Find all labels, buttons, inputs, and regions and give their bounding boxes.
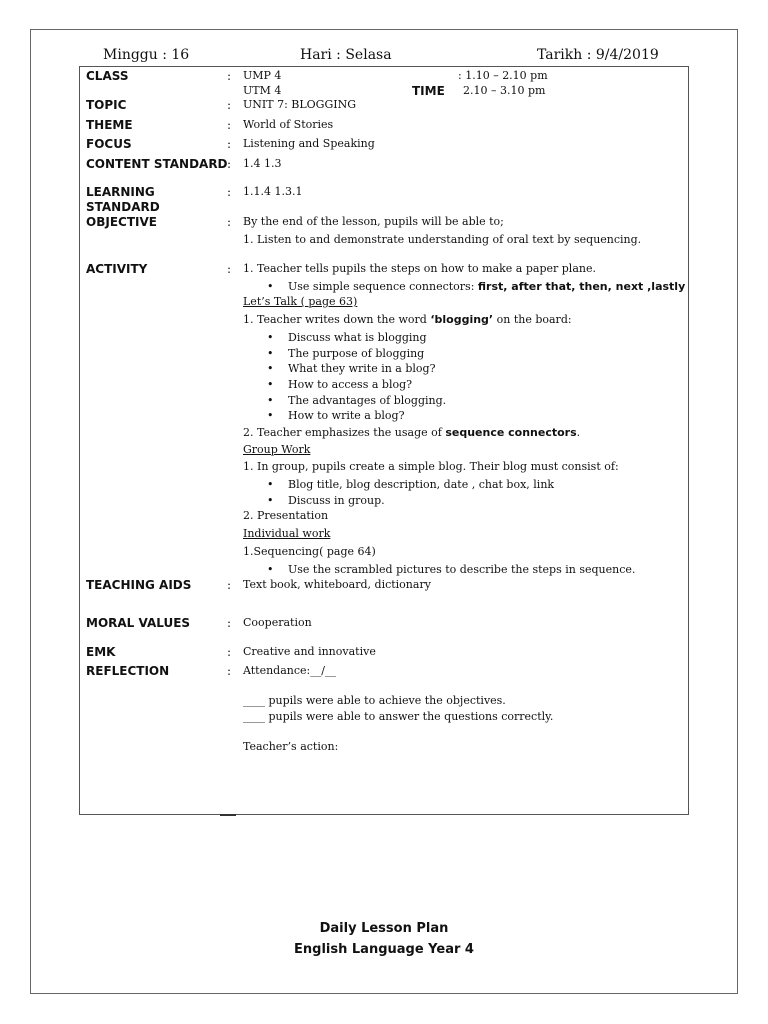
week-label: Minggu : 16 <box>103 47 190 63</box>
footer-title: Daily Lesson Plan <box>319 921 449 936</box>
colon: : <box>227 645 232 659</box>
divider-mark <box>220 814 236 816</box>
activity-line-3: 2. Teacher emphasizes the usage of sequence connectors. <box>243 426 581 439</box>
activity-line-1: 1. Teacher tells pupils the steps on how to make a paper plane. <box>243 262 596 275</box>
focus-value: Listening and Speaking <box>243 137 375 150</box>
teachers-action: Teacher’s action: <box>243 740 339 753</box>
individual-work-heading: Individual work <box>243 527 331 540</box>
colon: : <box>227 185 232 199</box>
colon: : <box>227 616 232 630</box>
list-item: • Discuss what is blogging <box>288 331 427 344</box>
label-reflection: REFLECTION <box>86 664 170 678</box>
emk-value: Creative and innovative <box>243 645 376 658</box>
colon: : <box>227 215 232 229</box>
objective-intro: By the end of the lesson, pupils will be able to; <box>243 215 504 228</box>
label-moral-values: MORAL VALUES <box>86 616 191 630</box>
list-item: • How to access a blog? <box>288 378 412 391</box>
list-item: • What they write in a blog? <box>288 362 436 375</box>
attendance-line: Attendance:__/__ <box>243 664 336 677</box>
list-item: • The advantages of blogging. <box>288 394 446 407</box>
list-item: • Use the scrambled pictures to describe the steps in sequence. <box>288 563 635 576</box>
moral-values-value: Cooperation <box>243 616 312 629</box>
group-work-heading: Group Work <box>243 443 311 456</box>
colon: : <box>227 69 232 83</box>
label-focus: FOCUS <box>86 137 132 151</box>
label-activity: ACTIVITY <box>86 262 148 276</box>
theme-value: World of Stories <box>243 118 334 131</box>
class-value-1: UMP 4 <box>243 69 282 82</box>
teaching-aids-value: Text book, whiteboard, dictionary <box>243 578 431 591</box>
class-value-2: UTM 4 <box>243 84 282 97</box>
label-theme: THEME <box>86 118 133 132</box>
colon: : <box>227 578 232 592</box>
label-class: CLASS <box>86 69 129 83</box>
lets-talk-heading: Let’s Talk ( page 63) <box>243 295 358 308</box>
reflection-line-2: ____ pupils were able to answer the questions correctly. <box>243 710 554 723</box>
day-label: Hari : Selasa <box>300 47 392 63</box>
activity-line-4: 1. In group, pupils create a simple blog. Their blog must consist of: <box>243 460 619 473</box>
activity-line-2: 1. Teacher writes down the word ‘blogging’ on the board: <box>243 313 572 326</box>
colon: : <box>227 157 232 171</box>
list-item: • Blog title, blog description, date , chat box, link <box>288 478 554 491</box>
list-item: • The purpose of blogging <box>288 347 424 360</box>
label-emk: EMK <box>86 645 116 659</box>
colon: : <box>227 262 232 276</box>
objective-item: 1. Listen to and demonstrate understanding of oral text by sequencing. <box>243 233 642 246</box>
list-item: • Discuss in group. <box>288 494 385 507</box>
colon: : <box>227 664 232 678</box>
colon: : <box>227 137 232 151</box>
time-value-1: : 1.10 – 2.10 pm <box>458 69 548 82</box>
footer-subtitle: English Language Year 4 <box>294 942 474 957</box>
label-teaching-aids: TEACHING AIDS <box>86 578 192 592</box>
colon: : <box>227 118 232 132</box>
learning-standard-value: 1.1.4 1.3.1 <box>243 185 303 198</box>
activity-line-6: 1.Sequencing( page 64) <box>243 545 376 558</box>
time-label: TIME <box>412 84 445 98</box>
date-label: Tarikh : 9/4/2019 <box>537 47 659 63</box>
label-learning-standard-2: STANDARD <box>86 200 160 214</box>
colon: : <box>227 98 232 112</box>
reflection-line-1: ____ pupils were able to achieve the objectives. <box>243 694 506 707</box>
label-objective: OBJECTIVE <box>86 215 157 229</box>
topic-value: UNIT 7: BLOGGING <box>243 98 357 111</box>
activity-line-5: 2. Presentation <box>243 509 329 522</box>
label-topic: TOPIC <box>86 98 127 112</box>
label-learning-standard-1: LEARNING <box>86 185 155 199</box>
content-standard-value: 1.4 1.3 <box>243 157 282 170</box>
list-item: • How to write a blog? <box>288 409 404 422</box>
activity-connectors-item: • Use simple sequence connectors: first, after that, then, next ,lastly <box>288 280 685 293</box>
label-content-standard: CONTENT STANDARD <box>86 157 228 171</box>
time-value-2: 2.10 – 3.10 pm <box>463 84 546 97</box>
